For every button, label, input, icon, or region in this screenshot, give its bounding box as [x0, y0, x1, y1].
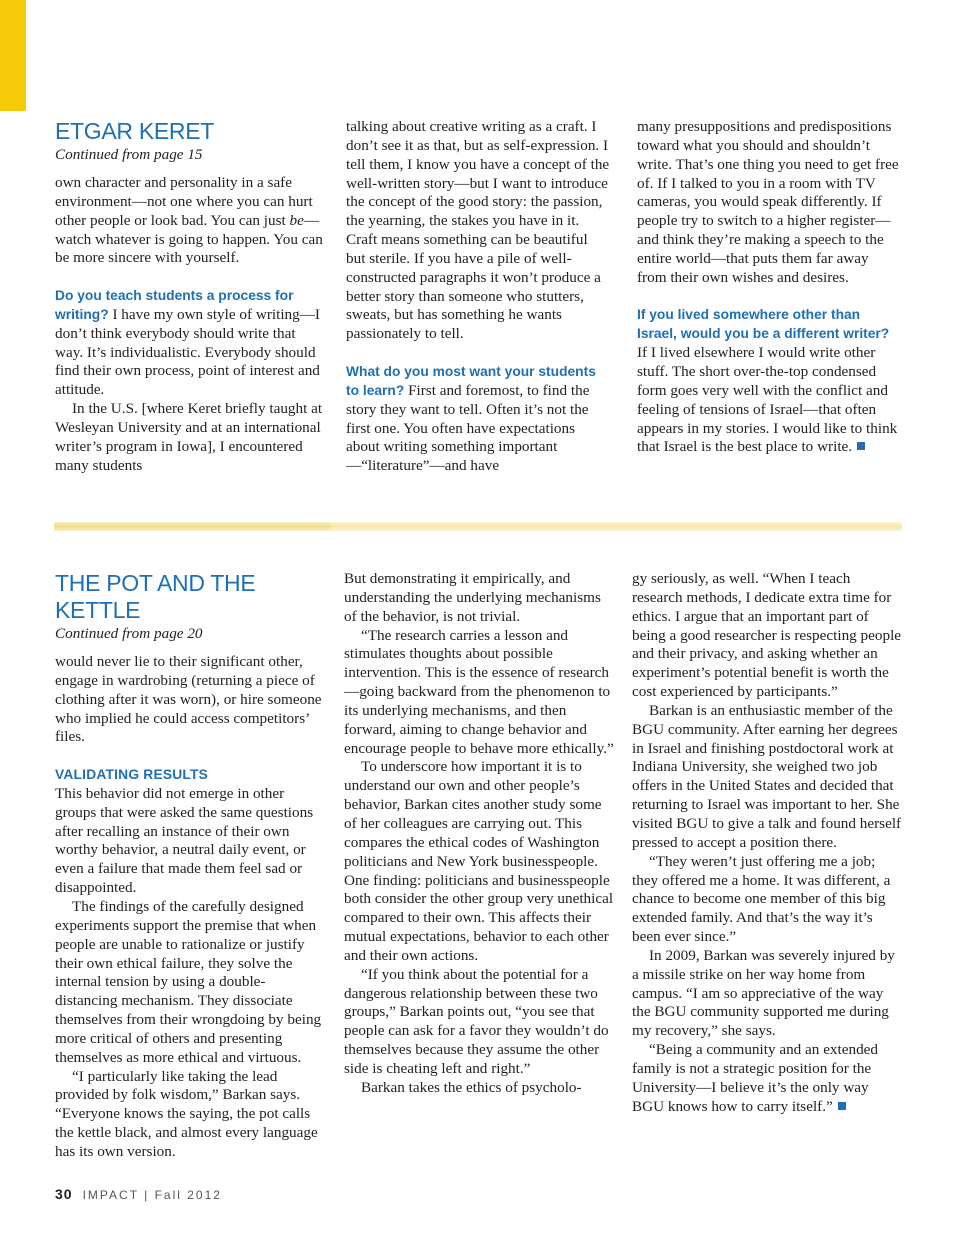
paragraph: Barkan is an enthusiastic member of the BGU community. After earning her degrees in Israel and finishing postdoctoral work at Indiana University, she weighed two job offers in the United States and decided that returning to Israel was important to her. She visited BGU to give a talk and found herself pressed to accept a position there.	[632, 701, 902, 851]
top-article-column-1	[55, 118, 325, 476]
question: Do you teach students a process for writing?	[55, 288, 294, 322]
question: If you lived somewhere other than Israel, would you be a different writer?	[637, 307, 890, 342]
end-mark-icon	[857, 442, 865, 450]
paragraph: The findings of the carefully designed experiments support the premise that when people are unable to rationalize or justify their own ethical failure, they solve the internal tension by using a double-distancing mechanism. They dissociate themselves from their wrongdoing by being more critical of others and presenting themselves as more ethical and virtuous.	[55, 897, 322, 1066]
end-mark-icon	[838, 1102, 846, 1110]
publication-name: IMPACT | Fall 2012	[82, 1188, 222, 1202]
top-article-column-3	[637, 118, 901, 457]
paragraph: This behavior did not emerge in other groups that were asked the same questions after recalling an instance of their own worthy behavior, a neutral daily event, or even a failure that made them feel sad or disappointed.	[55, 784, 314, 897]
bottom-article-column-1	[55, 570, 325, 1162]
paragraph: “If you think about the potential for a dangerous relationship between these two groups,” Barkan points out, “you see that people can ask for a favor they wouldn’t do themselves because they assume the other side is cheating left and right.”	[344, 965, 609, 1077]
paragraph: In 2009, Barkan was severely injured by a missile strike on her way home from campus. “I am so appreciative of the way the BGU community supported me during my recovery,” she says.	[632, 946, 895, 1040]
paragraph: many presuppositions and predispositions toward what you should and shouldn’t write. That’s one thing you need to get free of. If I talked to you in a room with TV cameras, you would speak differently. If people try to switch to a higher register—and think they’re making a speech to the entire world—that puts them far away from their own wishes and desires.	[637, 118, 899, 286]
qa-paragraph: If you lived somewhere other than Israel, would you be a different writer? If I lived elsewhere I would write other stuff. The short over-the-top condensed form goes very well with the conflict and feeling of tensions of Israel—that often appears in my stories. I would like to think that Israel is the best place to write.	[637, 307, 898, 456]
paragraph: gy seriously, as well. “When I teach research methods, I dedicate extra time for ethics. I argue that an important part of being a good researcher is respecting people and their privacy, and asking whether an experiment’s potential benefit is worth the cost experienced by participants.”	[632, 570, 902, 701]
paragraph: “The research carries a lesson and stimulates thoughts about possible intervention. This is the essence of research—going backward from the phenomenon to its underlying mechanisms, and then forward, aiming to change behavior and encourage people to behave more ethically.”	[344, 626, 614, 757]
paragraph: own character and personality in a safe environment—not one where you can hurt other people or look bad. You can just be—watch whatever is going to happen. You can be more sincere with yourself.	[55, 174, 323, 267]
paragraph: talking about creative writing as a craft. I don’t see it as that, but as self-expression. I tell them, I know you have a concept of the well-written story—but I want to introduce the concept of the good story: the passion, the yearning, the stakes you have in it. Craft means something can be beautiful but sterile. If you have a pile of well-constructed paragraphs it won’t produce a better story than someone who stutters, sweats, but has something he wants passionately to tell.	[346, 118, 610, 343]
bottom-article-column-3	[632, 570, 902, 1116]
paragraph: But demonstrating it empirically, and understanding the underlying mechanisms of the behavior, is not trivial.	[344, 570, 601, 625]
bottom-article-continued: Continued from page 20	[55, 625, 203, 642]
page-number: 30	[55, 1186, 73, 1202]
paragraph: In the U.S. [where Keret briefly taught at Wesleyan University and at an international writer’s program in Iowa], I encountered many students	[55, 400, 323, 474]
top-article-column-2	[346, 118, 610, 476]
paragraph: “They weren’t just offering me a job; they offered me a home. It was different, a chance to become one member of this big extended family. And that’s the way it’s been ever since.”	[632, 852, 891, 946]
paragraph: “Being a community and an extended family is not a strategic position for the University—I believe it’s the only way BGU knows how to carry itself.”	[632, 1041, 879, 1115]
top-article-title: ETGAR KERET	[55, 118, 215, 144]
question: What do you most want your students to learn?	[346, 363, 596, 398]
qa-paragraph: What do you most want your students to learn? First and foremost, to find the story they want to tell. Often it’s not the first one. You often have expectations about writing something important—“literature”—and have	[346, 363, 596, 475]
qa-paragraph: Do you teach students a process for writing? I have my own style of writing—I don’t think everybody should write that way. It’s individualistic. Everybody should find their own process, point of interest and attitude.	[55, 288, 320, 399]
section-subhead: VALIDATING RESULTS	[55, 767, 209, 783]
paragraph: would never lie to their significant other, engage in wardrobing (returning a piece of clothing after it was worn), or hire someone who implied he could access competitors’ files.	[55, 653, 322, 746]
page-footer	[55, 1186, 222, 1202]
paragraph: Barkan takes the ethics of psycholo-	[361, 1078, 582, 1096]
section-divider-highlight	[331, 522, 902, 531]
bottom-article-column-2	[344, 570, 614, 1098]
bottom-article-title: THE POT AND THE KETTLE	[55, 570, 256, 623]
paragraph: To underscore how important it is to understand our own and other people’s behavior, Barkan cites another study some of her colleagues are carrying out. This compares the ethical codes of Washington politicians and New York businesspeople. One finding: politicians and businesspeople both consider the other group very unethical compared to their own. This affects their mutual expectations, behavior to each other and their own actions.	[344, 758, 614, 964]
top-article-continued: Continued from page 15	[55, 146, 203, 163]
paragraph: “I particularly like taking the lead provided by folk wisdom,” Barkan says. “Everyone knows the saying, the pot calls the kettle black, and almost every language has its own version.	[55, 1067, 318, 1160]
yellow-page-tab	[0, 0, 26, 111]
